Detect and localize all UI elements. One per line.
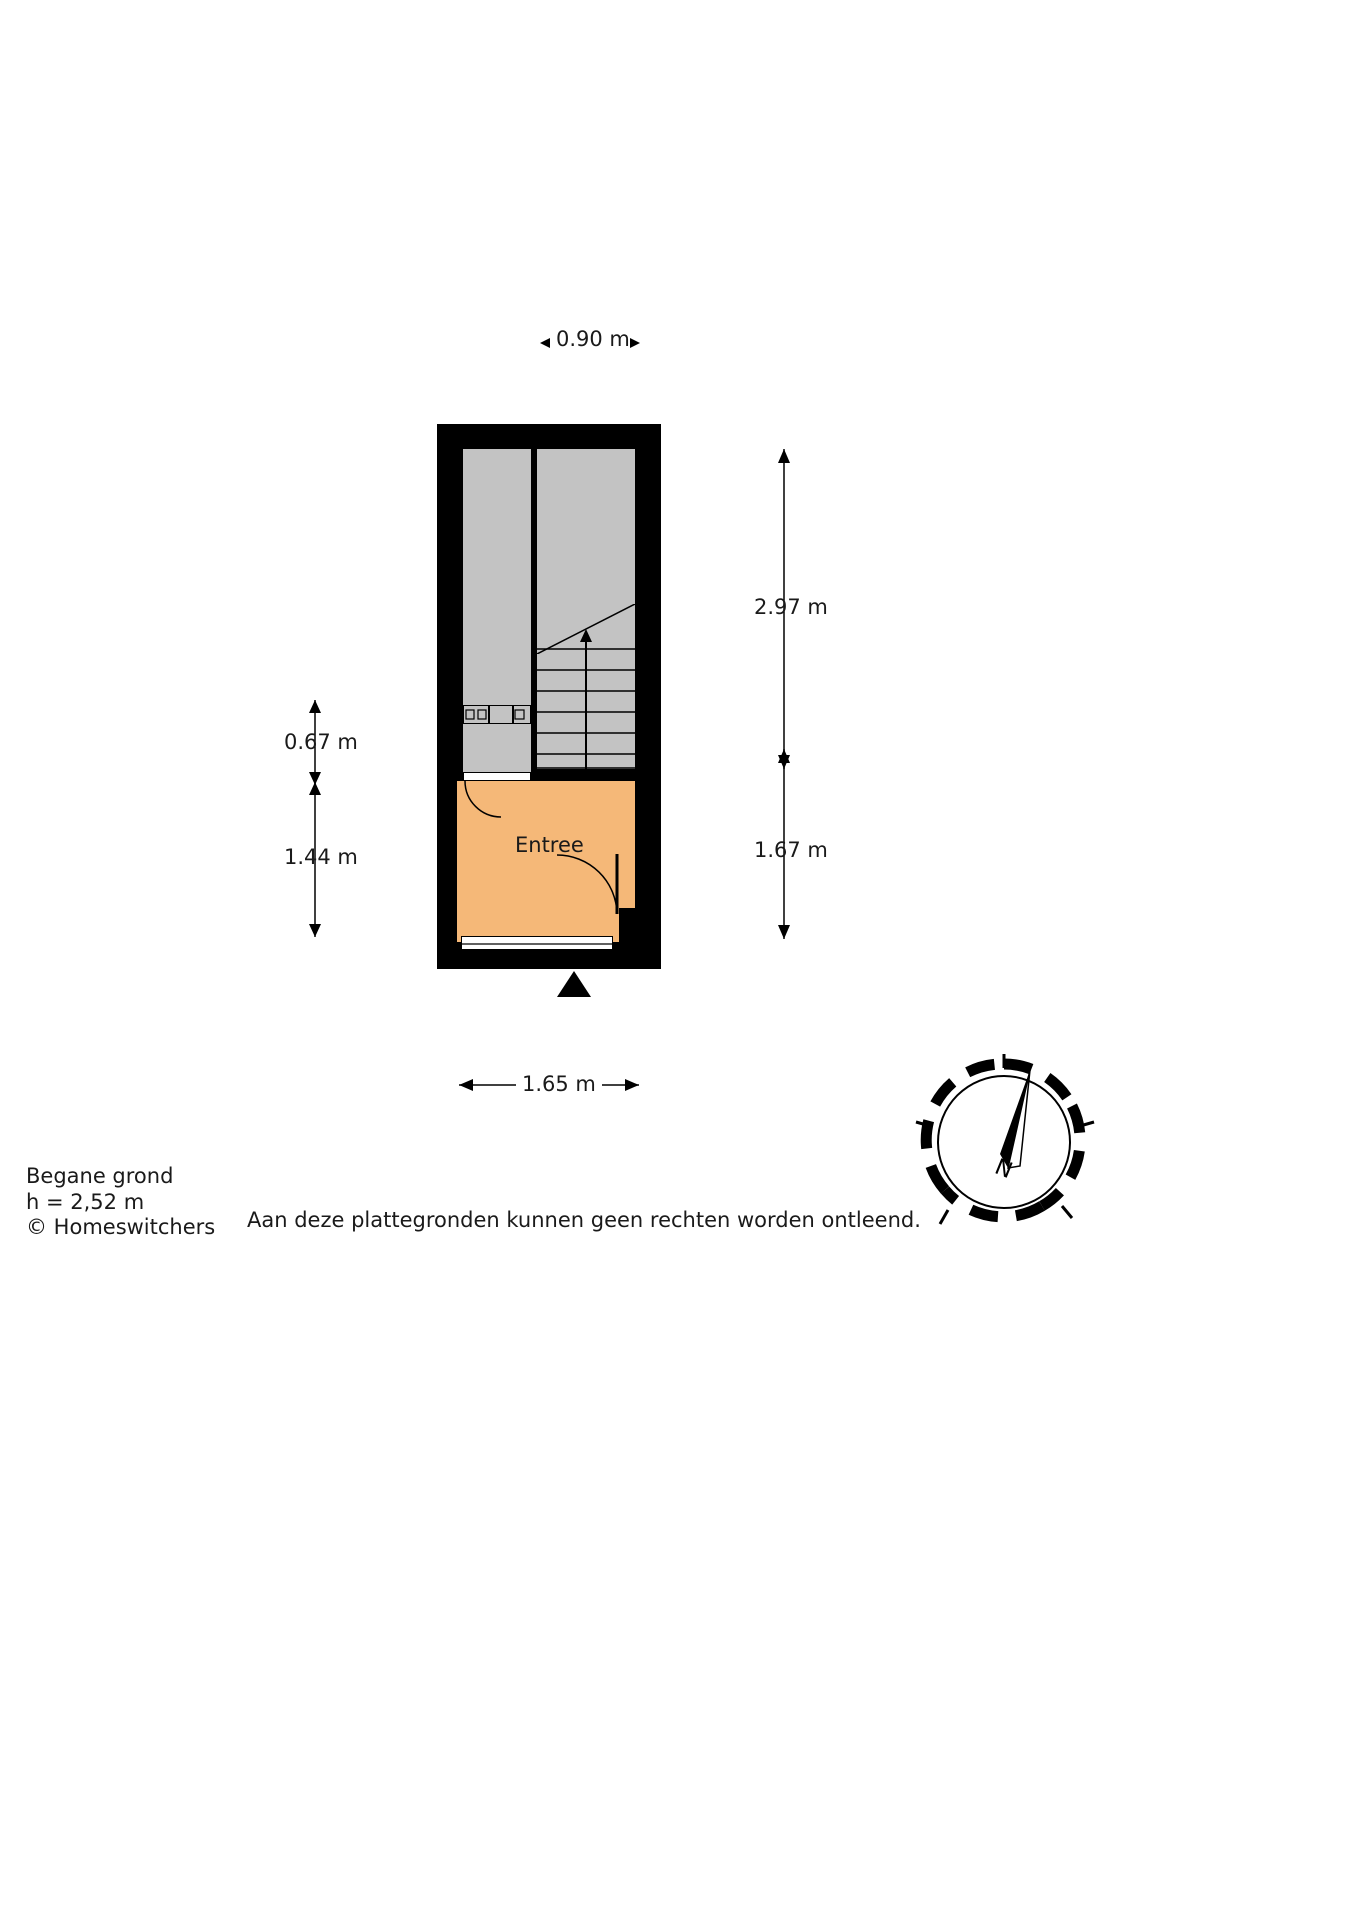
- entree-notch: [619, 908, 635, 942]
- compass-north-label: N: [991, 1154, 1016, 1185]
- window-sill-left: [463, 772, 531, 781]
- dimension-left-upper-label: 0.67 m: [284, 730, 358, 754]
- plan-height-note: h = 2,52 m: [26, 1190, 145, 1214]
- front-door-sill-lines: [461, 936, 613, 950]
- room-label-entree: Entree: [515, 833, 584, 857]
- dimension-top-label: 0.90 m: [556, 327, 630, 351]
- dimension-right-upper-label: 2.97 m: [754, 595, 828, 619]
- fixture-details: [463, 705, 531, 724]
- inner-partition: [531, 449, 537, 769]
- compass-rose-icon: [912, 1048, 1096, 1236]
- stair-treads: [537, 629, 635, 769]
- dimension-right-lower-label: 1.67 m: [754, 838, 828, 862]
- plan-title: Begane grond: [26, 1164, 174, 1188]
- floorplan-drawing: [437, 424, 661, 969]
- room-hall-left: [463, 449, 531, 804]
- door-swing-storage: [463, 781, 519, 819]
- door-swing-entree: [525, 854, 620, 916]
- dimension-bottom-label: 1.65 m: [516, 1072, 602, 1096]
- plan-copyright: © Homeswitchers: [26, 1215, 216, 1239]
- entrance-marker-icon: [557, 971, 591, 997]
- plan-disclaimer: Aan deze plattegronden kunnen geen rechten worden ontleend.: [247, 1208, 921, 1232]
- dimension-left-lower-label: 1.44 m: [284, 845, 358, 869]
